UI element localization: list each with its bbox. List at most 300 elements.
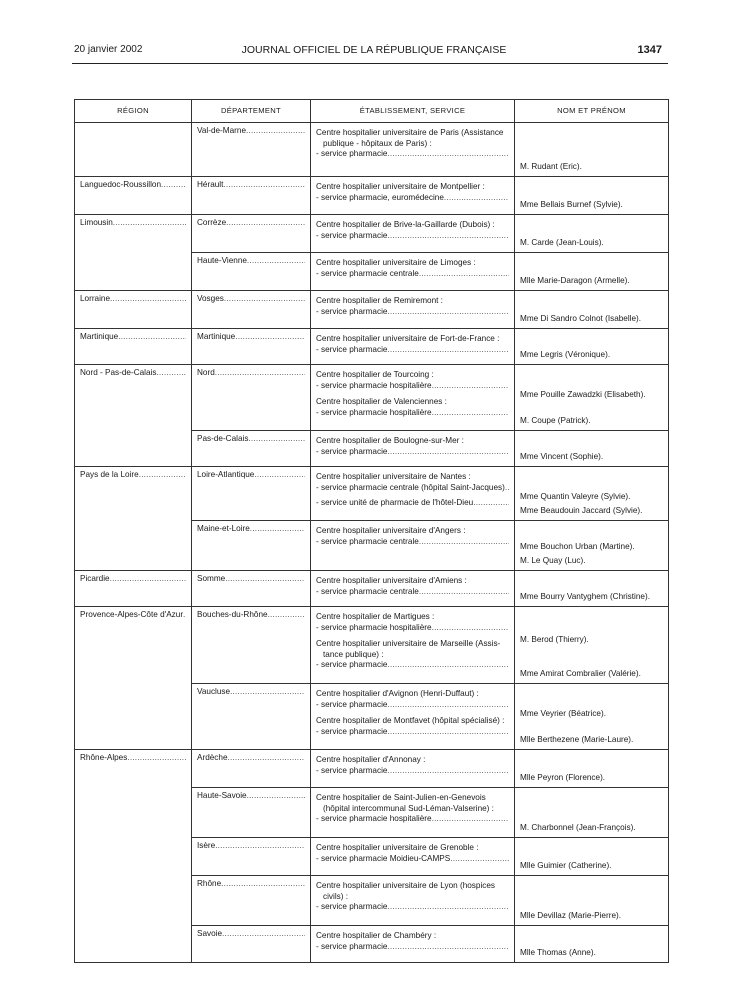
service-line (316, 814, 509, 825)
departement-label: Vaucluse (197, 687, 231, 696)
service-line (316, 345, 509, 356)
etablissement-entry (316, 612, 509, 633)
person-name: Mme Veyrier (Béatrice). (520, 708, 606, 718)
dot-leader (248, 434, 305, 445)
nom-cell (515, 431, 669, 467)
nom-cell (515, 521, 669, 571)
service-label: - service pharmacie centrale (316, 586, 419, 596)
service-line (316, 942, 509, 953)
region-name (80, 332, 186, 343)
etablissement-entry (316, 220, 509, 241)
dot-leader (387, 345, 509, 356)
dot-leader (247, 791, 305, 802)
table-row (75, 876, 669, 926)
service-line (316, 623, 509, 634)
service-label: - service pharmacie (316, 699, 388, 709)
etablissement-cell (311, 684, 515, 750)
names-list (520, 200, 663, 211)
person-name: Mme Di Sandro Colnot (Isabelle). (520, 314, 642, 324)
person-name: M. Berod (Thierry). (520, 634, 589, 644)
departement-name (197, 180, 305, 191)
service-label: - service pharmacie hospitalière (316, 380, 432, 390)
region-label: Picardie (80, 574, 110, 583)
names-list (520, 709, 663, 746)
dot-leader (444, 193, 509, 204)
service-label: - service pharmacie hospitalière (316, 814, 432, 824)
departement-name (197, 332, 305, 343)
departement-cell (192, 467, 311, 521)
dot-leader (432, 408, 509, 419)
dot-leader (161, 180, 186, 191)
region-cell (75, 365, 192, 431)
etablissement-cell (311, 571, 515, 607)
etablissement-entry (316, 755, 509, 776)
service-label: - service pharmacie (316, 306, 388, 316)
names-list (520, 861, 663, 872)
departement-label: Hérault (197, 180, 224, 189)
names-list (520, 592, 663, 603)
names-list (520, 390, 663, 427)
person-name: Mme Bouchon Urban (Martine). (520, 541, 635, 551)
dot-leader (419, 537, 509, 548)
etablissement-line: civils) : (323, 891, 349, 901)
table-row (75, 607, 669, 684)
departement-cell (192, 838, 311, 876)
table-row (75, 365, 669, 431)
etablissement-entry (316, 296, 509, 317)
region-name (80, 610, 186, 621)
etablissement-line: Centre hospitalier universitaire d'Angers : (316, 526, 466, 535)
dot-leader (156, 368, 186, 379)
names-list (520, 542, 663, 567)
departement-cell (192, 329, 311, 365)
etablissement-line: Centre hospitalier de Tourcoing : (316, 370, 434, 379)
service-label: - service pharmacie Moidieu-CAMPS (316, 853, 451, 863)
departement-name (197, 574, 305, 585)
dot-leader (387, 447, 509, 458)
nom-cell (515, 750, 669, 788)
header-region: RÉGION (75, 100, 192, 123)
etablissement-line: publique - hôpitaux de Paris) : (323, 138, 432, 148)
region-cell (75, 177, 192, 215)
dot-leader (223, 180, 305, 191)
region-cell (75, 431, 192, 467)
table-row (75, 571, 669, 607)
departement-label: Haute-Savoie (197, 791, 247, 800)
departement-name (197, 524, 305, 535)
dot-leader (387, 766, 509, 777)
etablissement-cell (311, 838, 515, 876)
nom-cell (515, 215, 669, 253)
service-line (316, 269, 509, 280)
person-name: Mlle Peyron (Florence). (520, 773, 606, 783)
departement-cell (192, 876, 311, 926)
departement-label: Corrèze (197, 218, 227, 227)
etablissement-entry (316, 881, 509, 913)
dot-leader (505, 483, 509, 494)
etablissement-cell (311, 329, 515, 365)
etablissement-cell (311, 253, 515, 291)
table-row (75, 684, 669, 750)
etablissement-entry (316, 258, 509, 279)
etablissement-line: Centre hospitalier de Valenciennes : (316, 397, 447, 407)
person-name: M. Rudant (Eric). (520, 162, 582, 172)
region-cell (75, 684, 192, 750)
nom-cell (515, 365, 669, 431)
nom-cell (515, 876, 669, 926)
page-title: JOURNAL OFFICIEL DE LA RÉPUBLIQUE FRANÇAISE (241, 44, 507, 56)
person-name: Mme Amirat Combralier (Valérie). (520, 669, 641, 679)
table-row (75, 750, 669, 788)
service-line (316, 307, 509, 318)
service-label: - service pharmacie, euromédecine (316, 192, 444, 202)
region-cell (75, 521, 192, 571)
dot-leader (139, 470, 186, 481)
names-list (520, 314, 663, 325)
dot-leader (387, 660, 509, 671)
service-line (316, 700, 509, 711)
departement-name (197, 879, 305, 890)
departement-cell (192, 521, 311, 571)
etablissement-entry (316, 931, 509, 952)
page-date: 20 janvier 2002 (74, 44, 143, 55)
header-rule (72, 63, 668, 64)
departement-cell (192, 607, 311, 684)
departement-name (197, 294, 305, 305)
person-name: Mme Pouille Zawadzki (Elisabeth). (520, 389, 646, 399)
dot-leader (419, 587, 509, 598)
etablissement-entry (316, 472, 509, 509)
service-line (316, 854, 509, 865)
service-label: - service pharmacie (316, 765, 388, 775)
person-name: Mlle Thomas (Anne). (520, 948, 596, 958)
departement-name (197, 218, 305, 229)
etablissement-cell (311, 123, 515, 177)
etablissement-entry (316, 370, 509, 391)
person-name: Mlle Marie-Daragon (Armelle). (520, 276, 630, 286)
region-label: Languedoc-Roussillon (80, 180, 162, 189)
region-cell (75, 291, 192, 329)
etablissement-line: Centre hospitalier d'Annonay : (316, 755, 426, 764)
dot-leader (250, 524, 305, 535)
departement-label: Pas-de-Calais (197, 434, 249, 443)
person-name: M. Carde (Jean-Louis). (520, 238, 604, 248)
table-row (75, 521, 669, 571)
service-label: - service pharmacie (316, 149, 388, 159)
service-line (316, 231, 509, 242)
service-label: - service pharmacie (316, 726, 388, 736)
region-name (80, 218, 186, 229)
dot-leader (221, 879, 305, 890)
service-label: - service pharmacie hospitalière (316, 622, 432, 632)
etablissement-entry (316, 182, 509, 203)
names-list (520, 948, 663, 959)
etablissement-cell (311, 607, 515, 684)
dot-leader (450, 854, 509, 865)
dot-leader (113, 218, 186, 229)
service-line (316, 483, 509, 494)
departement-name (197, 791, 305, 802)
table-header-row (75, 100, 669, 123)
region-label: Provence-Alpes-Côte d'Azur (80, 610, 184, 619)
service-label: - service pharmacie centrale (316, 268, 419, 278)
person-name: Mme Bourry Vantyghem (Christine). (520, 592, 650, 602)
service-label: - service pharmacie (316, 941, 388, 951)
service-line (316, 408, 509, 419)
names-list (520, 635, 663, 680)
service-label: - service pharmacie hospitalière (316, 407, 432, 417)
table-row (75, 467, 669, 521)
departement-name (197, 610, 305, 621)
departement-cell (192, 253, 311, 291)
service-line (316, 149, 509, 160)
etablissement-entry (316, 436, 509, 457)
departement-name (197, 368, 305, 379)
nom-cell (515, 291, 669, 329)
etablissement-line: Centre hospitalier universitaire de Marseille (Assis- (316, 639, 501, 649)
etablissement-entry (316, 397, 509, 418)
service-line (316, 660, 509, 671)
person-name: Mlle Berthezene (Marie-Laure). (520, 735, 634, 745)
dot-leader (387, 727, 509, 738)
service-label: - service pharmacie (316, 902, 388, 912)
person-name: Mlle Guimier (Catherine). (520, 861, 612, 871)
departement-label: Nord (197, 368, 215, 377)
etablissement-line: Centre hospitalier universitaire de Paris (Assistance (316, 128, 504, 137)
service-label: - service unité de pharmacie de l'hôtel-Dieu (316, 498, 474, 508)
names-list (520, 911, 663, 922)
person-name: Mme Vincent (Sophie). (520, 452, 604, 462)
service-line (316, 727, 509, 738)
region-name (80, 753, 186, 764)
table-row (75, 123, 669, 177)
service-line (316, 587, 509, 598)
dot-leader (432, 814, 509, 825)
departement-cell (192, 123, 311, 177)
etablissement-entry (316, 128, 509, 160)
dot-leader (473, 498, 509, 509)
etablissement-line: Centre hospitalier de Boulogne-sur-Mer : (316, 436, 464, 445)
etablissement-line: Centre hospitalier universitaire de Limoges : (316, 258, 476, 267)
service-line (316, 498, 509, 509)
dot-leader (110, 294, 186, 305)
person-name: M. Charbonnel (Jean-François). (520, 823, 636, 833)
nom-cell (515, 607, 669, 684)
departement-name (197, 929, 305, 940)
table-row (75, 215, 669, 253)
departement-cell (192, 177, 311, 215)
departement-cell (192, 365, 311, 431)
header-nom-prenom: NOM ET PRÉNOM (515, 100, 669, 123)
departement-cell (192, 788, 311, 838)
region-cell (75, 876, 192, 926)
dot-leader (215, 368, 305, 379)
header-departement: DÉPARTEMENT (192, 100, 311, 123)
etablissement-entry (316, 716, 509, 737)
table-row (75, 926, 669, 963)
nom-cell (515, 788, 669, 838)
dot-leader (246, 126, 305, 137)
region-label: Lorraine (80, 294, 111, 303)
region-cell (75, 788, 192, 838)
dot-leader (387, 902, 509, 913)
departement-label: Savoie (197, 929, 223, 938)
dot-leader (432, 623, 509, 634)
departement-name (197, 256, 305, 267)
departement-label: Rhône (197, 879, 222, 888)
etablissement-line: Centre hospitalier universitaire de Nantes : (316, 472, 471, 481)
nom-cell (515, 253, 669, 291)
dot-leader (228, 753, 306, 764)
names-list (520, 238, 663, 249)
table-row (75, 329, 669, 365)
table-row (75, 431, 669, 467)
etablissement-line: Centre hospitalier de Martigues : (316, 612, 435, 621)
region-label: Pays de la Loire (80, 470, 139, 479)
region-label: Nord - Pas-de-Calais (80, 368, 157, 377)
departement-label: Somme (197, 574, 226, 583)
region-name (80, 574, 186, 585)
dot-leader (387, 307, 509, 318)
service-line (316, 537, 509, 548)
region-cell (75, 571, 192, 607)
service-label: - service pharmacie (316, 446, 388, 456)
etablissement-entry (316, 334, 509, 355)
departement-label: Martinique (197, 332, 236, 341)
dot-leader (110, 574, 186, 585)
names-list (520, 276, 663, 287)
etablissement-line: Centre hospitalier d'Avignon (Henri-Duffaut) : (316, 689, 479, 698)
service-line (316, 902, 509, 913)
names-list (520, 823, 663, 834)
etablissement-line: Centre hospitalier de Montfavet (hôpital spécialisé) : (316, 716, 505, 726)
nom-cell (515, 926, 669, 963)
departement-name (197, 126, 305, 137)
region-cell (75, 607, 192, 684)
dot-leader (226, 218, 305, 229)
service-line (316, 381, 509, 392)
departement-cell (192, 684, 311, 750)
region-cell (75, 253, 192, 291)
names-list (520, 773, 663, 784)
etablissement-cell (311, 876, 515, 926)
etablissement-cell (311, 467, 515, 521)
departement-cell (192, 926, 311, 963)
etablissement-entry (316, 526, 509, 547)
departement-cell (192, 291, 311, 329)
dot-leader (183, 610, 186, 621)
region-cell (75, 215, 192, 253)
region-cell (75, 926, 192, 963)
departement-label: Val-de-Marne (197, 126, 246, 135)
etablissement-cell (311, 365, 515, 431)
nom-cell (515, 329, 669, 365)
etablissement-line: Centre hospitalier universitaire de Grenoble : (316, 843, 479, 852)
etablissement-line: Centre hospitalier universitaire de Fort-de-France : (316, 334, 500, 343)
departement-cell (192, 431, 311, 467)
region-name (80, 470, 186, 481)
etablissement-cell (311, 750, 515, 788)
person-name: M. Coupe (Patrick). (520, 416, 591, 426)
dot-leader (419, 269, 509, 280)
person-name: M. Le Quay (Luc). (520, 556, 586, 566)
etablissement-line: Centre hospitalier de Remiremont : (316, 296, 443, 305)
nom-cell (515, 571, 669, 607)
etablissement-cell (311, 788, 515, 838)
nom-cell (515, 123, 669, 177)
person-name: Mme Bellais Burnef (Sylvie). (520, 200, 623, 210)
departement-name (197, 470, 305, 481)
names-list (520, 452, 663, 463)
etablissement-entry (316, 689, 509, 710)
service-line (316, 447, 509, 458)
dot-leader (268, 610, 305, 621)
service-line (316, 766, 509, 777)
service-label: - service pharmacie centrale (316, 536, 419, 546)
etablissement-cell (311, 215, 515, 253)
departement-name (197, 841, 305, 852)
departement-label: Isère (197, 841, 216, 850)
page-number: 1347 (637, 44, 662, 56)
dot-leader (247, 256, 305, 267)
table-row (75, 838, 669, 876)
dot-leader (118, 332, 186, 343)
departement-cell (192, 571, 311, 607)
region-cell (75, 329, 192, 365)
region-cell (75, 467, 192, 521)
dot-leader (230, 687, 305, 698)
table-row (75, 177, 669, 215)
header-etablissement: ÉTABLISSEMENT, SERVICE (311, 100, 515, 123)
nom-cell (515, 684, 669, 750)
etablissement-cell (311, 926, 515, 963)
appointments-table (74, 99, 669, 963)
table-body (75, 123, 669, 963)
region-cell (75, 838, 192, 876)
person-name: Mme Quantin Valeyre (Sylvie). (520, 491, 631, 501)
etablissement-cell (311, 177, 515, 215)
names-list (520, 492, 663, 517)
etablissement-line: Centre hospitalier universitaire de Montpellier : (316, 182, 485, 191)
departement-label: Vosges (197, 294, 224, 303)
region-label: Limousin (80, 218, 113, 227)
person-name: Mme Beaudouin Jaccard (Sylvie). (520, 506, 643, 516)
table-row (75, 291, 669, 329)
etablissement-entry (316, 843, 509, 864)
etablissement-line: Centre hospitalier de Saint-Julien-en-Genevois (316, 793, 486, 802)
region-name (80, 294, 186, 305)
etablissement-line: Centre hospitalier universitaire d'Amiens : (316, 576, 467, 585)
dot-leader (387, 942, 509, 953)
region-cell (75, 123, 192, 177)
service-line (316, 193, 509, 204)
table-row (75, 253, 669, 291)
service-label: - service pharmacie (316, 230, 388, 240)
region-name (80, 180, 186, 191)
dot-leader (225, 574, 305, 585)
dot-leader (127, 753, 186, 764)
departement-name (197, 753, 305, 764)
etablissement-line: tance publique) : (323, 649, 384, 659)
person-name: Mme Legris (Véronique). (520, 350, 611, 360)
etablissement-line: (hôpital intercommunal Sud-Léman-Valserine) : (323, 803, 494, 813)
region-name (80, 368, 186, 379)
etablissement-cell (311, 291, 515, 329)
dot-leader (387, 700, 509, 711)
departement-name (197, 434, 305, 445)
names-list (520, 350, 663, 361)
region-label: Rhône-Alpes (80, 753, 128, 762)
